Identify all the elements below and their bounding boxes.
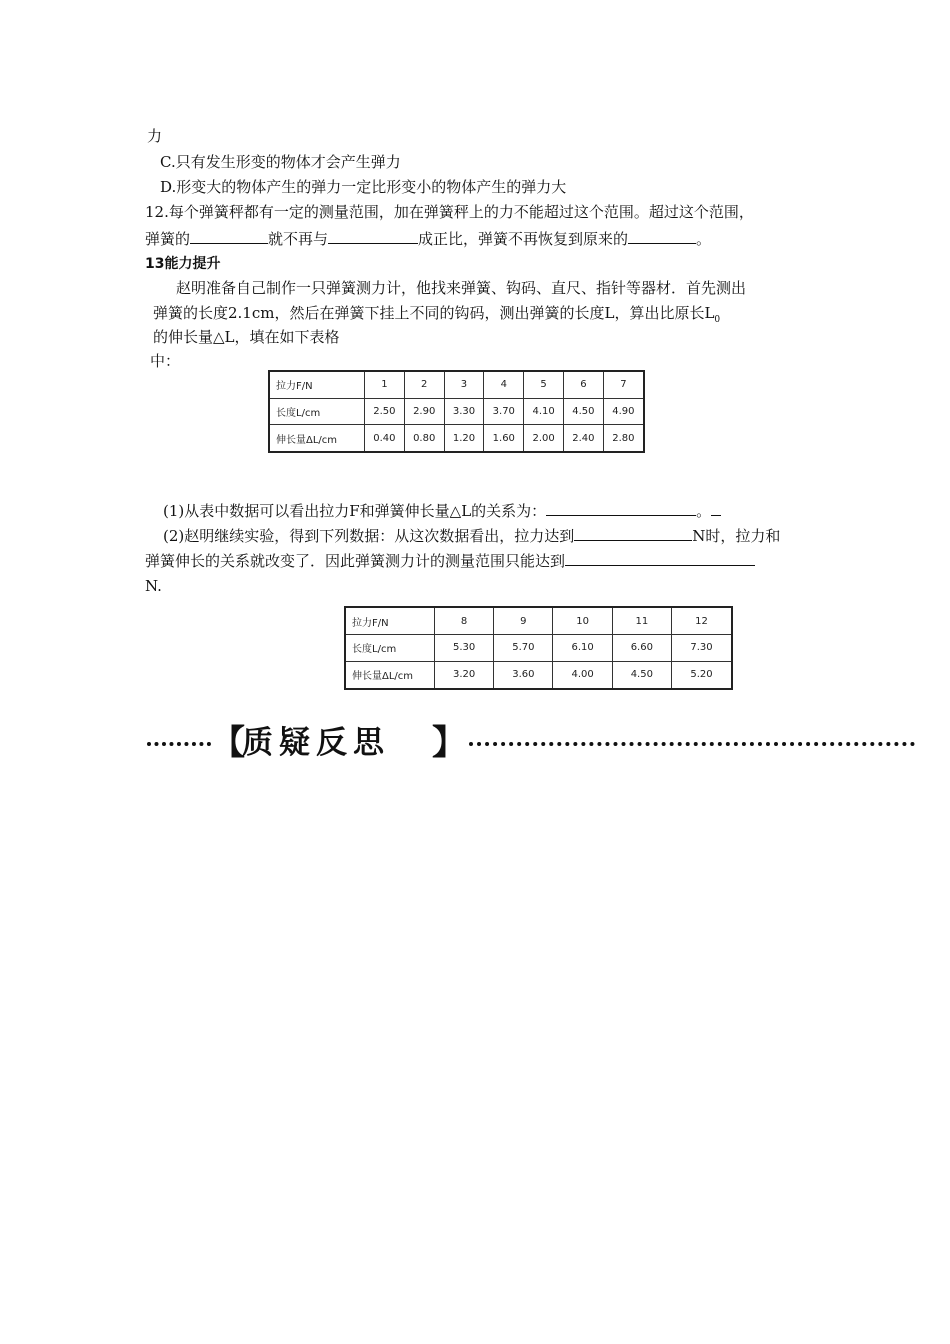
table-cell: 3.30 xyxy=(444,398,484,424)
table-cell: 4.50 xyxy=(563,398,603,424)
table-cell: 0.40 xyxy=(365,425,405,452)
data-table-2 xyxy=(344,606,733,690)
table-row-label: 长度L/cm xyxy=(345,635,435,662)
table-cell: 6.60 xyxy=(612,635,671,662)
table-row-label: 伸长量ΔL/cm xyxy=(269,425,365,452)
table-cell: 2.90 xyxy=(404,398,444,424)
sub-question-2-line1 xyxy=(163,524,780,547)
banner-left-bracket: 【 xyxy=(211,723,245,763)
table-cell: 0.80 xyxy=(404,425,444,452)
table-row xyxy=(269,371,644,398)
data-table-1 xyxy=(268,370,645,453)
option-d: D.形变大的物体产生的弹力一定比形变小的物体产生的弹力大 xyxy=(160,178,567,196)
table-cell: 4.50 xyxy=(612,661,671,689)
table-cell: 1.20 xyxy=(444,425,484,452)
sub-question-2-line2 xyxy=(145,549,755,572)
table-row xyxy=(345,661,732,689)
table-cell: 6.10 xyxy=(553,635,612,662)
table-cell: 1 xyxy=(365,371,405,398)
sub-question-1-tail xyxy=(711,499,721,516)
table-cell: 5.70 xyxy=(494,635,553,662)
table-cell: 3.70 xyxy=(484,398,524,424)
table-cell: 6 xyxy=(563,371,603,398)
table-cell: 5.20 xyxy=(671,661,732,689)
question-13-line3: 的伸长量△L，填在如下表格 xyxy=(153,328,340,346)
sub-question-1-end: 。 xyxy=(696,502,712,520)
table-cell: 10 xyxy=(553,607,612,635)
q12-text-3: 成正比，弹簧不再恢复到原来的 xyxy=(418,230,629,248)
question-12-line1: 12.每个弹簧秤都有一定的测量范围，加在弹簧秤上的力不能超过这个范围。超过这个范围， xyxy=(145,203,754,221)
q12-text-4: 。 xyxy=(696,230,712,248)
table-cell: 1.60 xyxy=(484,425,524,452)
banner-dots-right xyxy=(469,742,915,746)
table-cell: 2 xyxy=(404,371,444,398)
banner-title: 质疑反思 xyxy=(242,725,390,761)
sub-question-2-blank-2[interactable] xyxy=(565,549,755,566)
q12-blank-2[interactable] xyxy=(328,227,418,244)
q12-text-2: 就不再与 xyxy=(268,230,329,248)
sub-question-2-text-a: (2)赵明继续实验，得到下列数据：从这次数据看出，拉力达到 xyxy=(163,527,575,545)
q13-line2-main: 弹簧的长度2.1cm，然后在弹簧下挂上不同的钩码，测出弹簧的长度L，算出比原长L xyxy=(153,304,715,322)
option-c: C.只有发生形变的物体才会产生弹力 xyxy=(160,153,401,171)
sub-question-1 xyxy=(163,499,721,522)
table-row xyxy=(345,635,732,662)
table-cell: 2.50 xyxy=(365,398,405,424)
table-row-label: 拉力F/N xyxy=(269,371,365,398)
table-cell: 2.40 xyxy=(563,425,603,452)
table-cell: 3 xyxy=(444,371,484,398)
table-cell: 7 xyxy=(603,371,644,398)
banner-right-bracket: 】 xyxy=(432,723,466,763)
question-12-line2 xyxy=(145,227,711,250)
question-13-heading: 13能力提升 xyxy=(145,256,221,272)
table-cell: 4 xyxy=(484,371,524,398)
table-cell: 7.30 xyxy=(671,635,732,662)
sub-question-1-text: (1)从表中数据可以看出拉力F和弹簧伸长量△L的关系为： xyxy=(163,502,547,520)
question-13-line4: 中： xyxy=(150,352,181,370)
sub-question-2-text-c: 弹簧伸长的关系就改变了．因此弹簧测力计的测量范围只能达到 xyxy=(145,552,566,570)
sub-question-2-blank-1[interactable] xyxy=(574,524,692,541)
reflection-banner xyxy=(147,722,917,766)
banner-dots-left xyxy=(147,742,211,746)
sub-question-2-text-b: N时，拉力和 xyxy=(692,527,781,545)
q13-line2-subscript: 0 xyxy=(714,315,721,325)
q12-blank-3[interactable] xyxy=(628,227,696,244)
table-cell: 4.10 xyxy=(524,398,564,424)
table-cell: 3.60 xyxy=(494,661,553,689)
sub-question-2-line3: N. xyxy=(145,577,162,595)
question-13-line1: 赵明准备自己制作一只弹簧测力计，他找来弹簧、钩码、直尺、指针等器材．首先测出 xyxy=(176,279,747,297)
q12-text-1: 弹簧的 xyxy=(145,230,191,248)
table-row xyxy=(269,425,644,452)
table-cell: 9 xyxy=(494,607,553,635)
table-row-label: 长度L/cm xyxy=(269,398,365,424)
table-cell: 4.90 xyxy=(603,398,644,424)
table-row-label: 拉力F/N xyxy=(345,607,435,635)
table-cell: 2.80 xyxy=(603,425,644,452)
table-cell: 11 xyxy=(612,607,671,635)
table-cell: 12 xyxy=(671,607,732,635)
option-b-continuation: 力 xyxy=(147,127,163,145)
table-cell: 5.30 xyxy=(435,635,494,662)
table-row-label: 伸长量ΔL/cm xyxy=(345,661,435,689)
table-cell: 3.20 xyxy=(435,661,494,689)
table-row xyxy=(345,607,732,635)
table-cell: 4.00 xyxy=(553,661,612,689)
sub-question-1-blank[interactable] xyxy=(546,499,696,516)
table-cell: 5 xyxy=(524,371,564,398)
q12-blank-1[interactable] xyxy=(190,227,268,244)
table-cell: 8 xyxy=(435,607,494,635)
table-cell: 2.00 xyxy=(524,425,564,452)
table-row xyxy=(269,398,644,424)
